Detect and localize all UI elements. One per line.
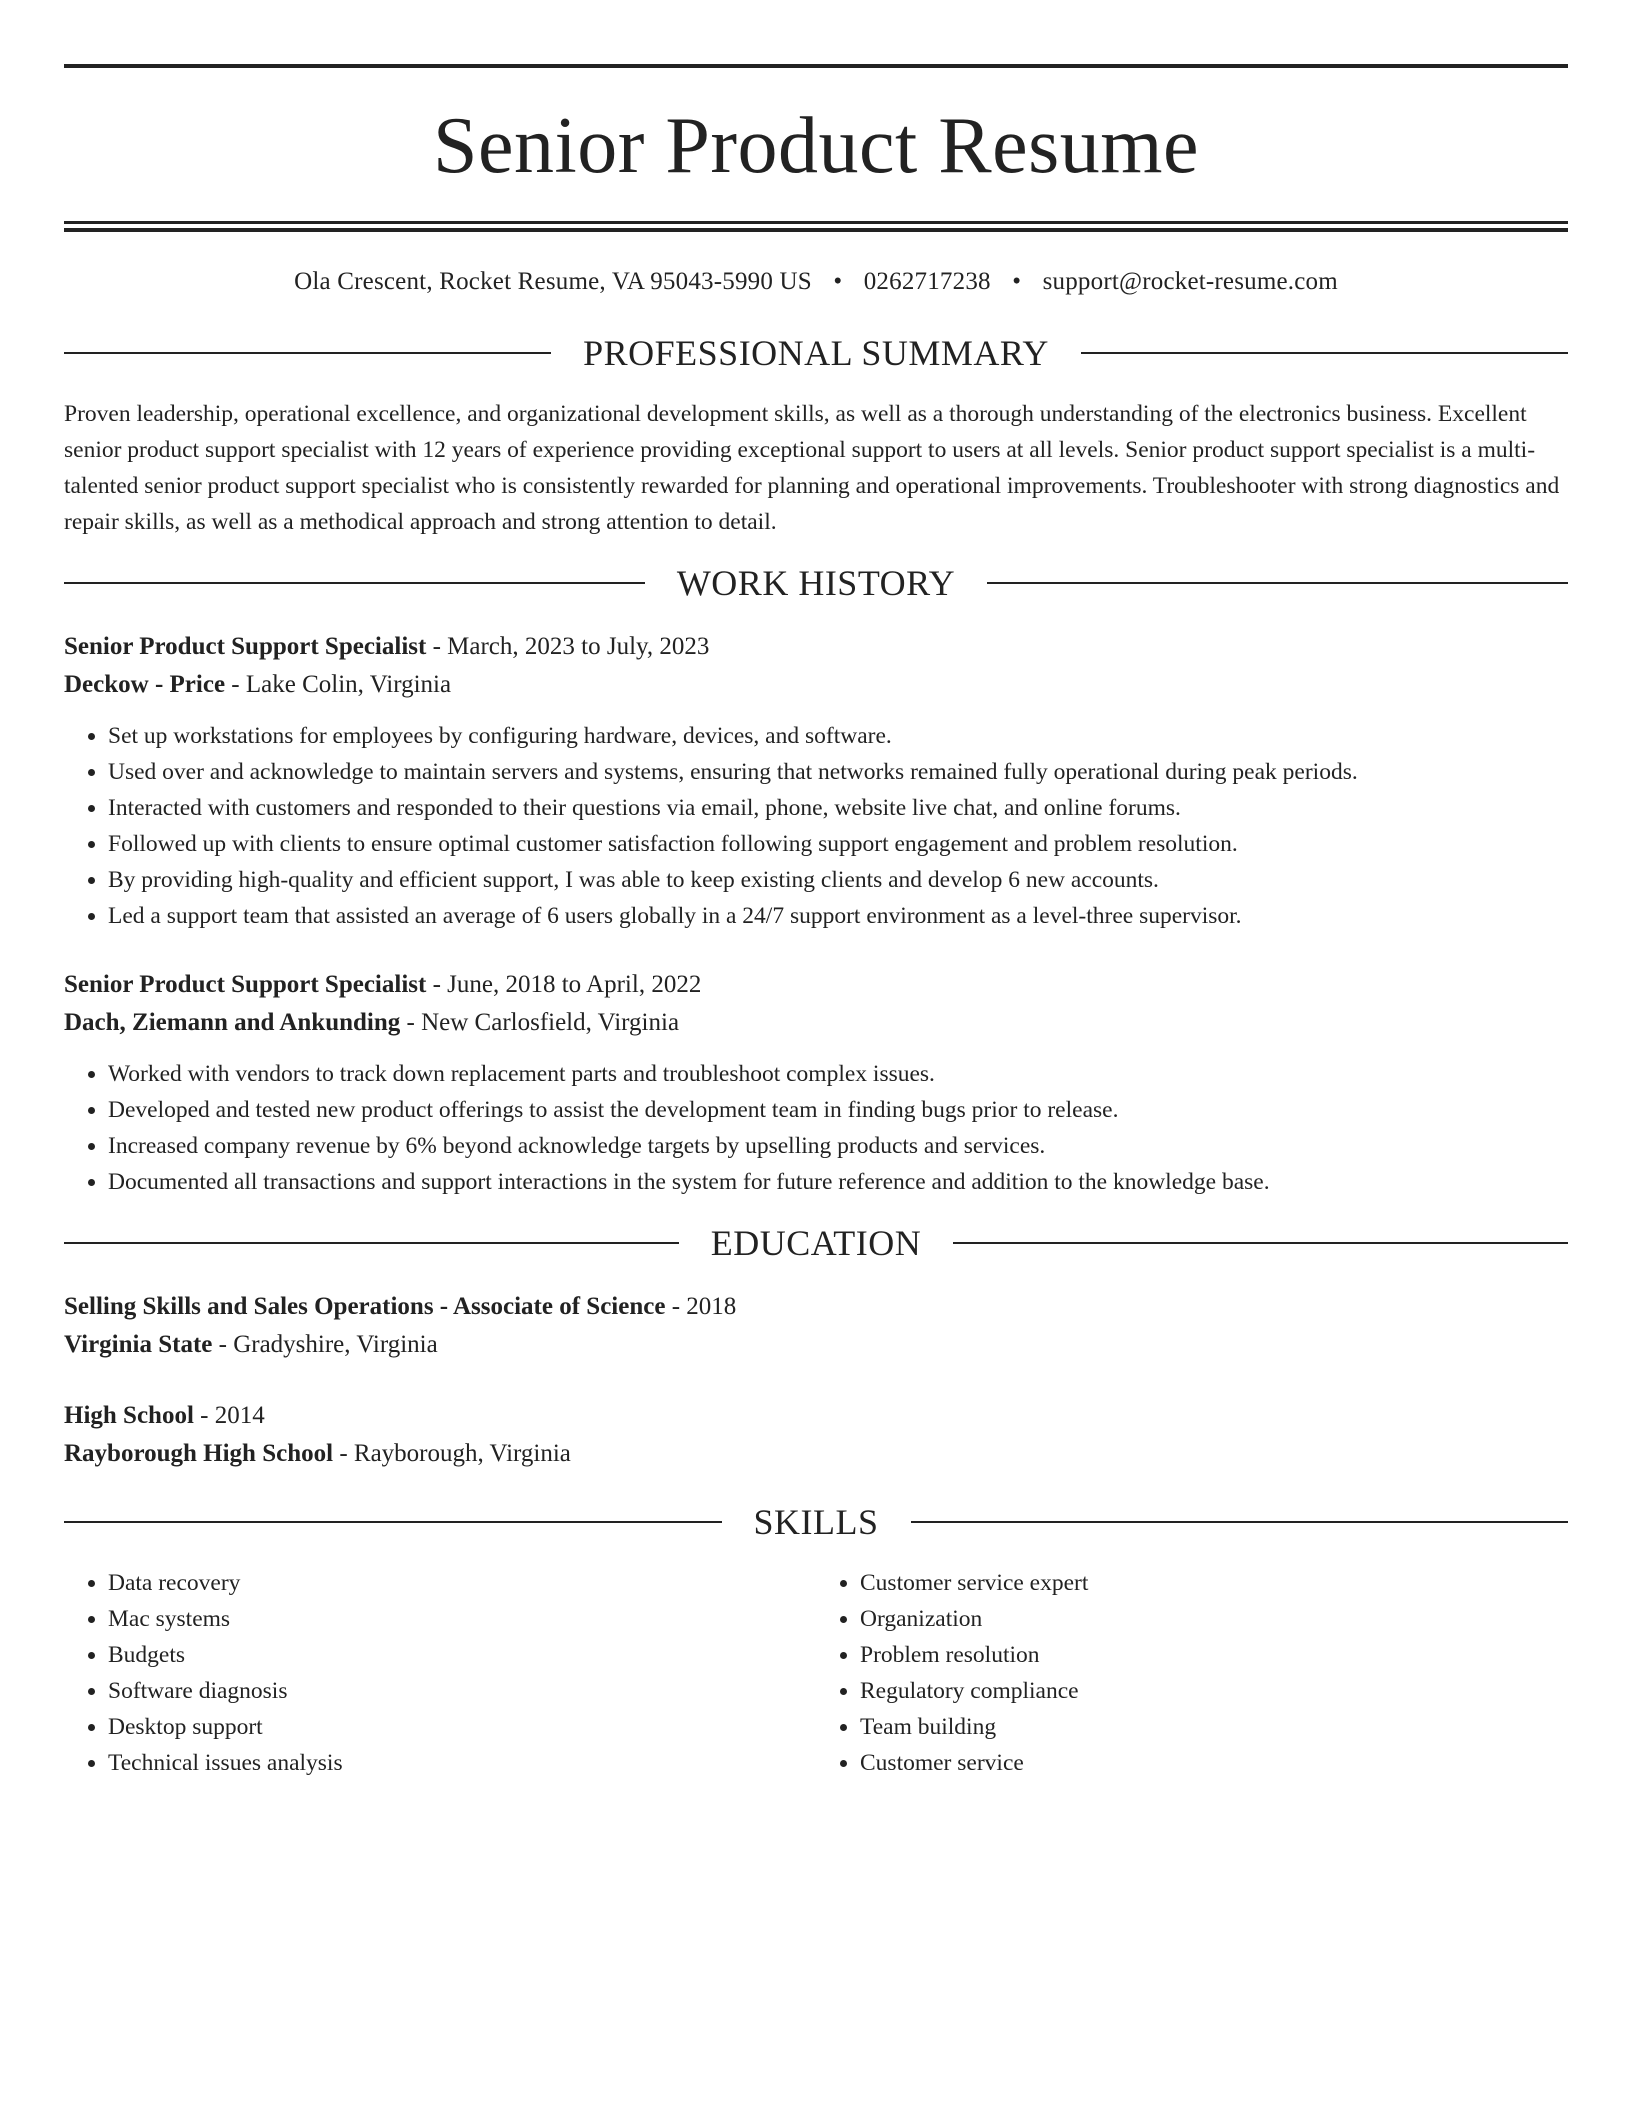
skills-list-left (64, 1565, 816, 1781)
job-dates: - March, 2023 to July, 2023 (426, 633, 710, 660)
heading-rule (911, 1521, 1569, 1523)
contact-separator: • (833, 268, 843, 295)
list-item: • Team building (860, 1709, 1568, 1745)
education-year: - 2014 (193, 1402, 265, 1429)
list-item: • Interacted with customers and responded to their questions via email, phone, website live chat, and online forums. (108, 790, 1568, 826)
top-rule (64, 64, 1568, 68)
job-bullets (64, 1056, 1568, 1200)
list-item: • Worked with vendors to track down replacement parts and troubleshoot complex issues. (108, 1056, 1568, 1092)
contact-address: Ola Crescent, Rocket Resume, VA 95043-5990 US (294, 268, 812, 295)
education-school-line (64, 1326, 1568, 1364)
job-location: - New Carlosfield, Virginia (400, 1009, 680, 1036)
job-title-line (64, 966, 1568, 1004)
section-heading-label: SKILLS (753, 1502, 879, 1542)
contact-email: support@rocket-resume.com (1042, 268, 1338, 295)
job-entry (64, 966, 1568, 1200)
section-heading-summary (64, 332, 1568, 374)
education-school: Rayborough High School (64, 1440, 334, 1467)
heading-rule (987, 582, 1568, 584)
education-degree-line (64, 1397, 1568, 1435)
list-item: • Data recovery (108, 1565, 816, 1601)
list-item: • Organization (860, 1601, 1568, 1637)
job-title: Senior Product Support Specialist (64, 971, 427, 998)
education-degree: Selling Skills and Sales Operations - Associate of Science (64, 1293, 666, 1320)
job-title-line (64, 628, 1568, 666)
list-item: • By providing high-quality and efficient support, I was able to keep existing clients and develop 6 new accounts. (108, 862, 1568, 898)
section-heading-education (64, 1222, 1568, 1264)
list-item: • Software diagnosis (108, 1673, 816, 1709)
skills-columns (64, 1565, 1568, 1781)
heading-rule (1081, 352, 1568, 354)
section-heading-label: WORK HISTORY (676, 563, 956, 603)
list-item: • Set up workstations for employees by configuring hardware, devices, and software. (108, 718, 1568, 754)
job-title: Senior Product Support Specialist (64, 633, 427, 660)
list-item: • Developed and tested new product offerings to assist the development team in finding bugs prior to release. (108, 1092, 1568, 1128)
heading-rule (64, 582, 645, 584)
education-school: Virginia State (64, 1331, 213, 1358)
contact-separator: • (1012, 268, 1022, 295)
education-location: - Rayborough, Virginia (333, 1440, 571, 1467)
list-item: • Budgets (108, 1637, 816, 1673)
list-item: • Documented all transactions and support interactions in the system for future reference and addition to the knowledge base. (108, 1164, 1568, 1200)
job-company: Deckow - Price (64, 671, 226, 698)
contact-phone: 0262717238 (863, 268, 991, 295)
section-heading-label: EDUCATION (710, 1223, 922, 1263)
education-entry (64, 1397, 1568, 1473)
education-degree-line (64, 1288, 1568, 1326)
education-entry (64, 1288, 1568, 1364)
heading-rule (64, 352, 551, 354)
list-item: • Desktop support (108, 1709, 816, 1745)
heading-rule (64, 1242, 679, 1244)
education-school-line (64, 1435, 1568, 1473)
list-item: • Used over and acknowledge to maintain servers and systems, ensuring that networks remained fully operational during peak periods. (108, 754, 1568, 790)
list-item: • Problem resolution (860, 1637, 1568, 1673)
heading-rule (953, 1242, 1568, 1244)
job-entry (64, 628, 1568, 934)
list-item: • Customer service expert (860, 1565, 1568, 1601)
resume-page (64, 64, 1568, 1781)
job-dates: - June, 2018 to April, 2022 (426, 971, 702, 998)
section-heading-label: PROFESSIONAL SUMMARY (583, 333, 1049, 373)
job-bullets (64, 718, 1568, 934)
list-item: • Increased company revenue by 6% beyond acknowledge targets by upselling products and services. (108, 1128, 1568, 1164)
education-degree: High School (64, 1402, 194, 1429)
job-location: - Lake Colin, Virginia (225, 671, 452, 698)
list-item: • Mac systems (108, 1601, 816, 1637)
section-heading-work (64, 562, 1568, 604)
title-double-rule (64, 221, 1568, 232)
section-heading-skills (64, 1501, 1568, 1543)
list-item: • Led a support team that assisted an average of 6 users globally in a 24/7 support environment as a level-three supervisor. (108, 898, 1568, 934)
education-location: - Gradyshire, Virginia (212, 1331, 438, 1358)
job-company: Dach, Ziemann and Ankunding (64, 1009, 401, 1036)
skills-list-right (816, 1565, 1568, 1781)
job-company-line (64, 1004, 1568, 1042)
job-company-line (64, 666, 1568, 704)
education-year: - 2018 (665, 1293, 737, 1320)
list-item: • Customer service (860, 1745, 1568, 1781)
list-item: • Technical issues analysis (108, 1745, 816, 1781)
heading-rule (64, 1521, 722, 1523)
list-item: • Followed up with clients to ensure optimal customer satisfaction following support engagement and problem resolution. (108, 826, 1568, 862)
contact-line (64, 266, 1568, 298)
resume-title: Senior Product Resume (433, 102, 1199, 190)
summary-text: Proven leadership, operational excellence, and organizational development skills, as well as a thorough understanding of the electronics business. Excellent senior product support specialist with 12 years of experience providing exceptional support to users at all levels. Senior product support specialist is a multi-talented senior product support specialist who is consistently rewarded for planning and operational improvements. Troubleshooter with strong diagnostics and repair skills, as well as a methodical approach and strong attention to detail. (64, 401, 1560, 535)
list-item: • Regulatory compliance (860, 1673, 1568, 1709)
